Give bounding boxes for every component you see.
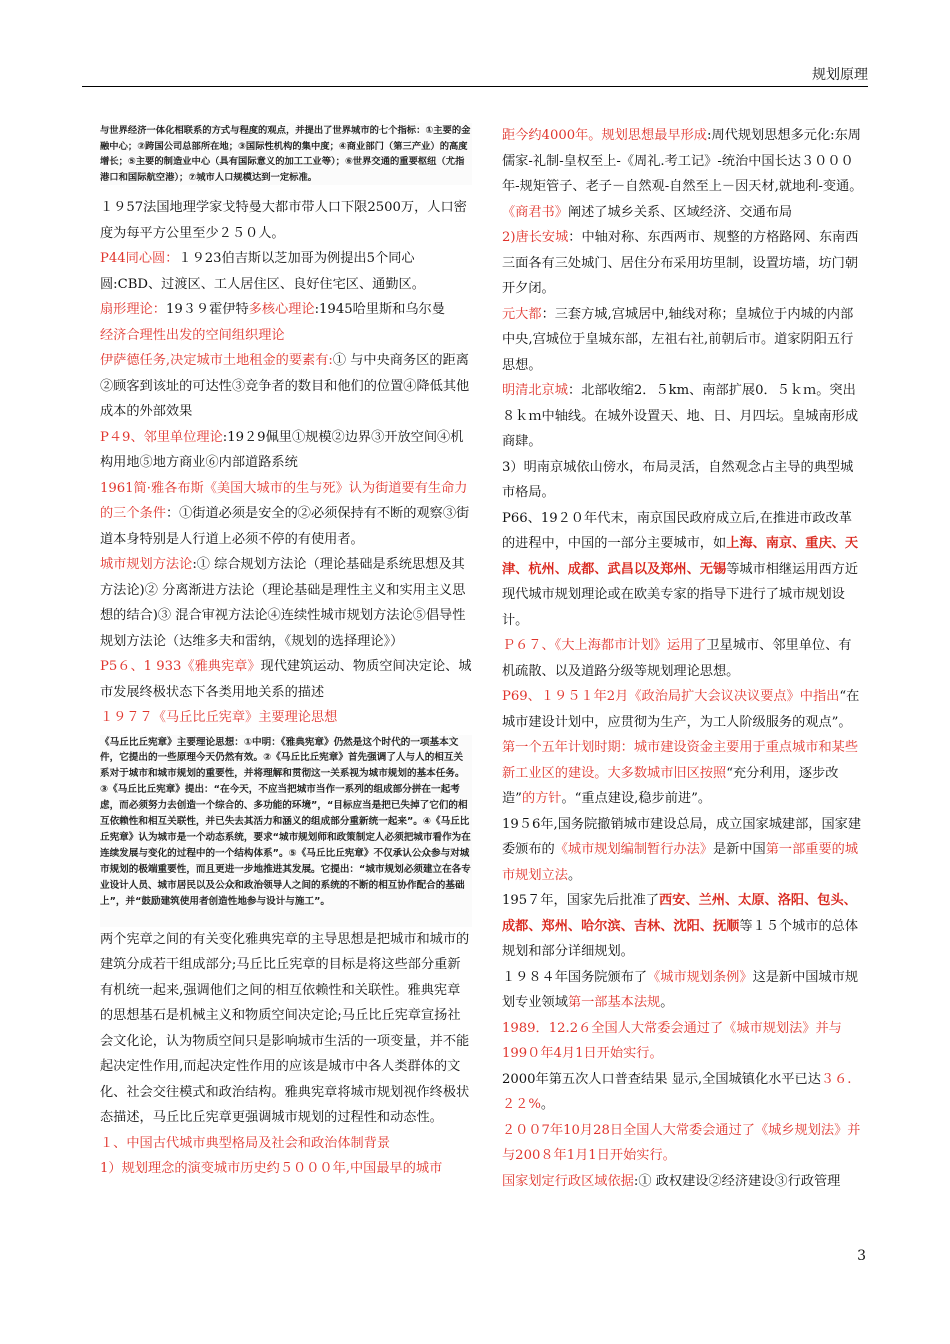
paragraph: 2000年第五次人口普查结果 显示,全国城镇化水平已达３６.２２%。 <box>502 1071 852 1112</box>
section-heading: １、中国古代城市典型格局及社会和政治体制背景 <box>100 1135 391 1151</box>
paragraph: ２００7年10月28日全国人大常委会通过了《城乡规划法》并与200８年1月1日开始实行。 <box>502 1122 861 1163</box>
right-column <box>502 123 864 1194</box>
paragraph: 1989．12.2６全国人大常委会通过了《城市规划法》并与199０年4月1日开始实行。 <box>502 1020 842 1061</box>
left-column <box>100 123 472 1182</box>
page-number: 3 <box>857 1248 866 1264</box>
paragraph: P66、19２０年代末，南京国民政府成立后,在推进市政改革的进程中，中国的一部分主要城市，如上海、南京、重庆、天津、杭州、成都、武昌以及郑州、无锡等城市相继运用西方近现代城市规划理论或在欧美专家的指导下进行了城市规划设计。 <box>502 510 859 628</box>
paragraph: １９57法国地理学家戈特曼大都市带人口下限2500万，人口密度为每平方公里至少２５０人。 <box>100 200 467 241</box>
paragraph: 195７年，国家先后批准了西安、兰州、太原、洛阳、包头、成都、郑州、哈尔滨、吉林、沈阳、抚顺等１５个城市的总体规划和部分详细规划。 <box>502 893 859 959</box>
paragraph: 19５6年,国务院撤销城市建设总局，成立国家城建部，国家建委颁布的《城市规划编制暂行办法》是新中国第一部重要的城市规划立法。 <box>502 816 862 883</box>
paragraph: 经济合理性出发的空间组织理论 <box>100 327 285 343</box>
header-rule <box>82 86 868 87</box>
paragraph: 城市规划方法论:① 综合规划方法论（理论基础是系统思想及其方法论)② 分离渐进方法论（理论基础是理性主义和实用主义思想的结合)③ 混合审视方法论④连续性城市规划方法论⑤倡导性规划方法论（达维多夫和雷纳，《规划的选择理论》） <box>100 557 466 649</box>
scanned-excerpt-world-city: 与世界经济一体化相联系的方式与程度的观点，并提出了世界城市的七个指标：①主要的金融中心；②跨国公司总部所在地；③国际性机构的集中度；④商业部门（第三产业）的高度增长；⑤主要的制造业中心（具有国际意义的加工工业等）；⑥世界交通的重要枢纽（尤指港口和国际航空港）；⑦城市人口规模达到一定标准。 <box>100 123 472 185</box>
paragraph: 元大都：三套方城,宫城居中,轴线对称；皇城位于内城的内部中央,宫城位于皇城东部，左祖右社,前朝后市。道家阴阳五行思想。 <box>502 306 854 373</box>
header-title: 规划原理 <box>812 67 868 83</box>
paragraph: 第一个五年计划时期：城市建设资金主要用于重点城市和某些新工业区的建设。大多数城市旧区按照“充分利用，逐步改造”的方针。“重点建设,稳步前进”。 <box>502 740 859 806</box>
paragraph: 距今约4000年。规划思想最早形成:周代规划思想多元化:东周儒家-礼制-皇权至上-《周礼.考工记》-统治中国长达３０００年-规矩管子、老子－自然观-自然至上－因天材,就地利-变通。《商君书》阐述了城乡关系、区域经济、交通布局 <box>502 128 863 220</box>
scanned-excerpt-machu-picchu: 《马丘比丘宪章》主要理论思想：①中明：《雅典宪章》仍然是这个时代的一项基本文件，它提出的一些原理今天仍然有效。②《马丘比丘宪章》首先强调了人与人的相互关系对于城市和城市规划的重要性，并将理解和贯彻这一关系视为城市规划的基本任务。③《马丘比丘宪章》提出：“在今天，不应当把城市当作一系列的组成部分拼在一起考虑，而必须努力去创造一个综合的、多功能的环境”，“目标应当是把已失掉了它们的相互依赖性和相互关联性，并已失去其活力和涵义的组成部分重新统一起来”。④《马丘比丘宪章》认为城市是一个动态系统，要求“城市规划师和政策制定人必须把城市看作为在连续发展与变化的过程中的一个结构体系”。⑤《马丘比丘宪章》不仅承认公众参与对城市规划的极端重要性，而且更进一步地推进其发展。它提出：“城市规划必须建立在各专业设计人员、城市居民以及公众和政治领导人之间的系统的不断的相互协作配合的基础上”，并“鼓励建筑使用者创造性地参与设计与施工”。 <box>100 735 472 927</box>
paragraph: 1961简·雅各布斯《美国大城市的生与死》认为街道要有生命力的三个条件：①街道必须是安全的②必须保持有不断的观察③街道本身特别是人行道上必须不停的有使用者。 <box>100 480 470 547</box>
paragraph: 3）明南京城依山傍水，布局灵活，自然观念占主导的典型城市格局。 <box>502 459 854 500</box>
paragraph: P４9、邻里单位理论:19２9佩里①规模②边界③开放空间④机构用地⑤地方商业⑥内部道路系统 <box>100 429 464 470</box>
paragraph: Ｐ６７、《大上海都市计划》运用了卫星城市、邻里单位、有机疏散、以及道路分级等规划理论思想。 <box>502 638 852 679</box>
paragraph: １９８４年国务院颁布了《城市规划条例》这是新中国城市规划专业领域第一部基本法规。 <box>502 969 859 1010</box>
paragraph: １９７７《马丘比丘宪章》主要理论思想 <box>100 710 338 725</box>
paragraph: 两个宪章之间的有关变化雅典宪章的主导思想是把城市和城市的建筑分成若干组成部分;马丘比丘宪章的目标是将这些部分重新有机统一起来,强调他们之间的相互依赖性和关联性。雅典宪章的思想基石是机械主义和物质空间决定论;马丘比丘宪章宣扬社会文化论，认为物质空间只是影响城市生活的一项变量，并不能起决定性作用,而起决定性作用的应该是城市中各人类群体的文化、社会交往模式和政治结构。雅典宪章将城市规划视作终极状态描述，马丘比丘宪章更强调城市规划的过程性和动态性。 <box>100 931 470 1125</box>
paragraph: 伊萨德任务,决定城市土地租金的要素有:① 与中央商务区的距离②顾客到该址的可达性③竞争者的数目和他们的位置④降低其他成本的外部效果 <box>100 353 470 419</box>
paragraph: P69、１９５１年2月《政治局扩大会议决议要点》中指出“在城市建设计划中，应贯彻为生产，为工人阶级服务的观点”。 <box>502 689 860 730</box>
paragraph: 国家划定行政区域依据:① 政权建设②经济建设③行政管理 <box>502 1173 841 1189</box>
paragraph: 2)唐长安城：中轴对称、东西两市、规整的方格路网、东南西三面各有三处城门、居住分布采用坊里制，设置坊墙，坊门朝开夕闭。 <box>502 230 859 296</box>
paragraph: 1）规划理念的演变城市历史约５０００年,中国最早的城市 <box>100 1161 443 1176</box>
paragraph: P5６、1 933《雅典宪章》现代建筑运动、物质空间决定论、城市发展终极状态下各类用地关系的描述 <box>100 659 472 700</box>
paragraph: P44同心圆：１９23伯吉斯以芝加哥为例提出5个同心圆:CBD、过渡区、工人居住区、良好住宅区、通勤区。 <box>100 251 425 292</box>
paragraph: 明清北京城：北部收缩2．５km、南部扩展0．５ｋｍ。突出８ｋｍ中轴线。在城外设置天、地、日、月四坛。皇城南形成商肆。 <box>502 383 859 449</box>
paragraph: 扇形理论：19３９霍伊特多核心理论:1945哈里斯和乌尔曼 <box>100 302 445 317</box>
